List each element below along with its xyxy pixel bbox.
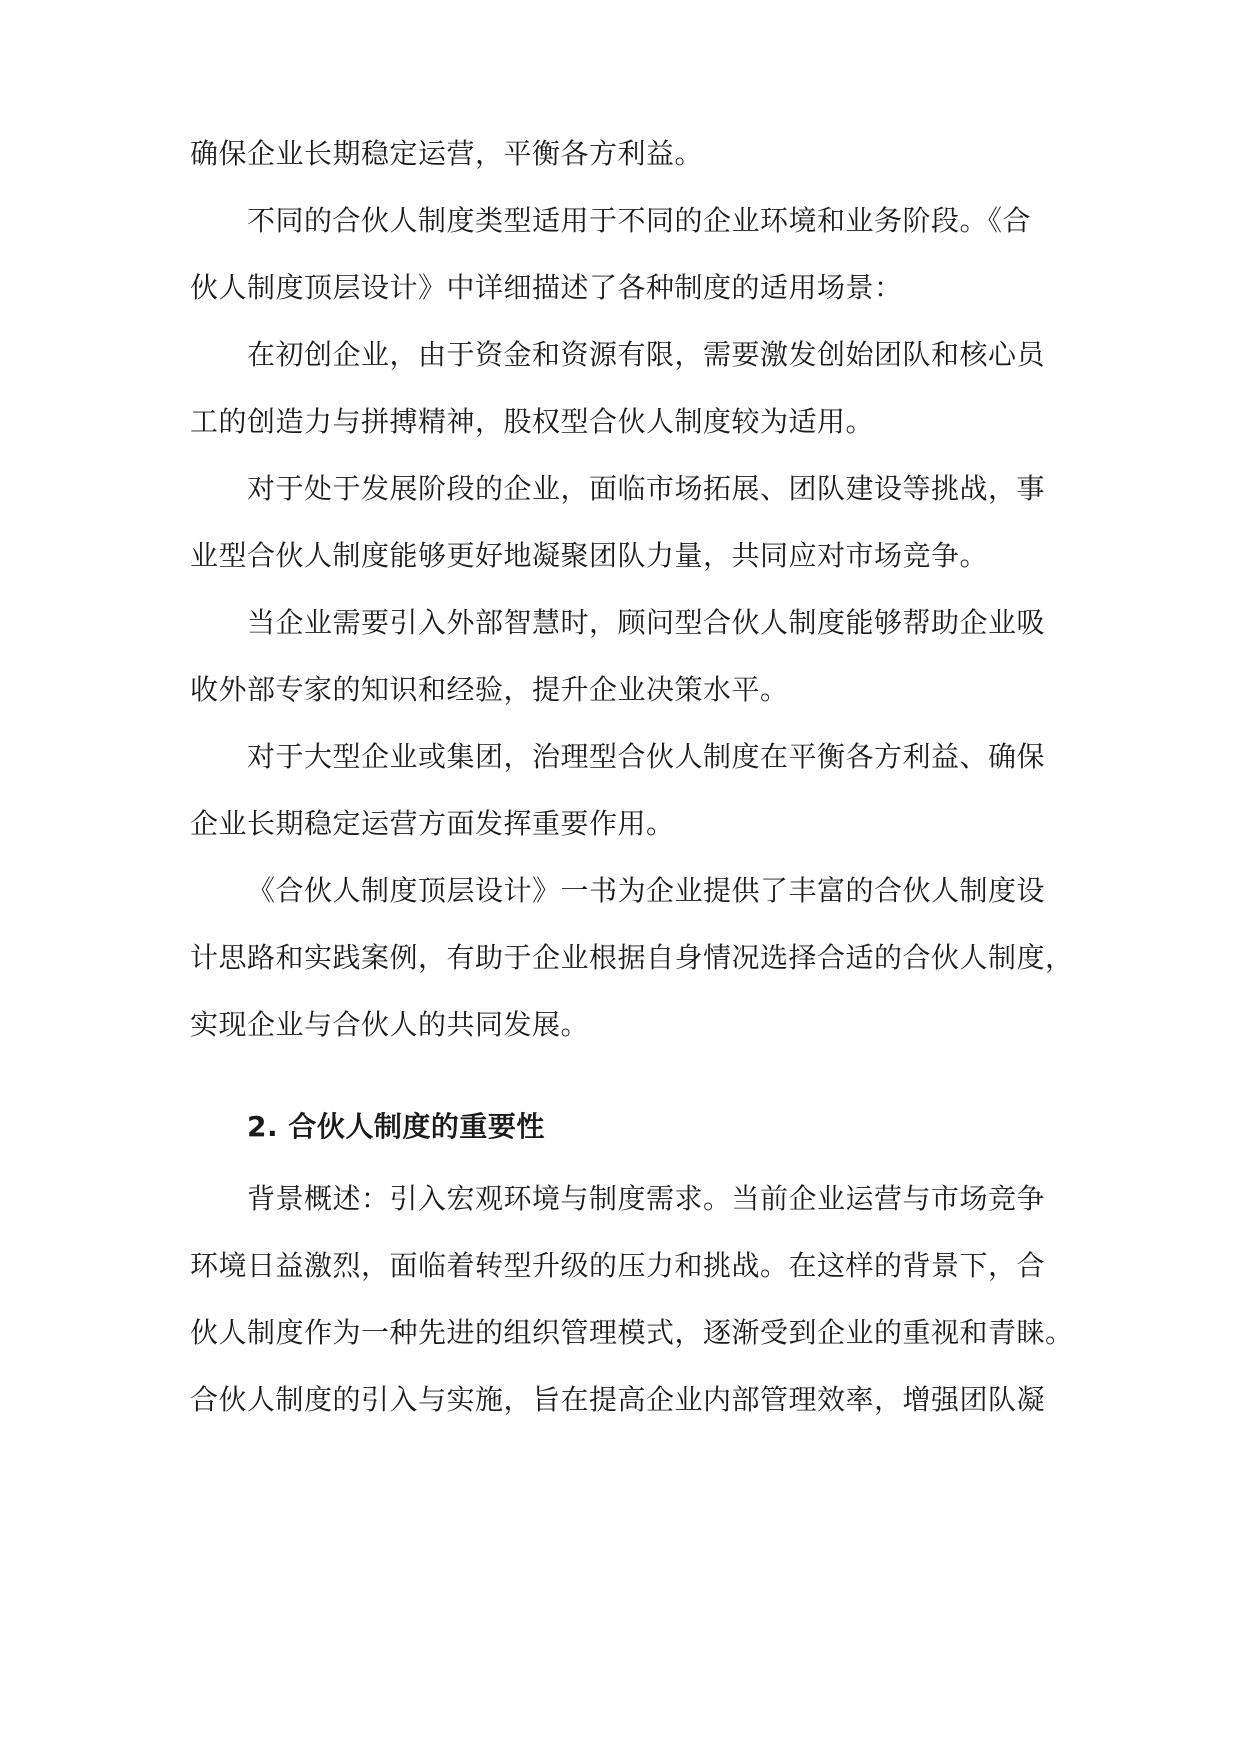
paragraph-line: 《合伙人制度顶层设计》一书为企业提供了丰富的合伙人制度设 <box>247 874 1046 907</box>
paragraph-line: 伙人制度作为一种先进的组织管理模式，逐渐受到企业的重视和青睐。 <box>190 1316 1074 1349</box>
paragraph-line: 业型合伙人制度能够更好地凝聚团队力量，共同应对市场竞争。 <box>190 539 989 572</box>
paragraph-line: 不同的合伙人制度类型适用于不同的企业环境和业务阶段。《合 <box>247 204 1032 237</box>
paragraph-line: 背景概述：引入宏观环境与制度需求。当前企业运营与市场竞争 <box>247 1182 1046 1215</box>
paragraph-line: 对于大型企业或集团，治理型合伙人制度在平衡各方利益、确保 <box>247 740 1046 773</box>
paragraph-line: 工的创造力与拼搏精神，股权型合伙人制度较为适用。 <box>190 405 875 438</box>
paragraph-line: 计思路和实践案例，有助于企业根据自身情况选择合适的合伙人制度， <box>190 941 1074 974</box>
paragraph-line: 确保企业长期稳定运营，平衡各方利益。 <box>190 137 704 170</box>
paragraph-line: 在初创企业，由于资金和资源有限，需要激发创始团队和核心员 <box>247 338 1046 371</box>
paragraph-line: 收外部专家的知识和经验，提升企业决策水平。 <box>190 673 789 706</box>
paragraph-line: 当企业需要引入外部智慧时，顾问型合伙人制度能够帮助企业吸 <box>247 606 1046 639</box>
paragraph-line: 环境日益激烈，面临着转型升级的压力和挑战。在这样的背景下，合 <box>190 1249 1046 1282</box>
paragraph-line: 合伙人制度的引入与实施，旨在提高企业内部管理效率，增强团队凝 <box>190 1383 1046 1416</box>
paragraph-line: 对于处于发展阶段的企业，面临市场拓展、团队建设等挑战，事 <box>247 472 1046 505</box>
paragraph-line: 实现企业与合伙人的共同发展。 <box>190 1008 590 1041</box>
section-heading: 2. 合伙人制度的重要性 <box>247 1110 545 1143</box>
paragraph-line: 伙人制度顶层设计》中详细描述了各种制度的适用场景： <box>190 271 903 304</box>
paragraph-line: 企业长期稳定运营方面发挥重要作用。 <box>190 807 675 840</box>
